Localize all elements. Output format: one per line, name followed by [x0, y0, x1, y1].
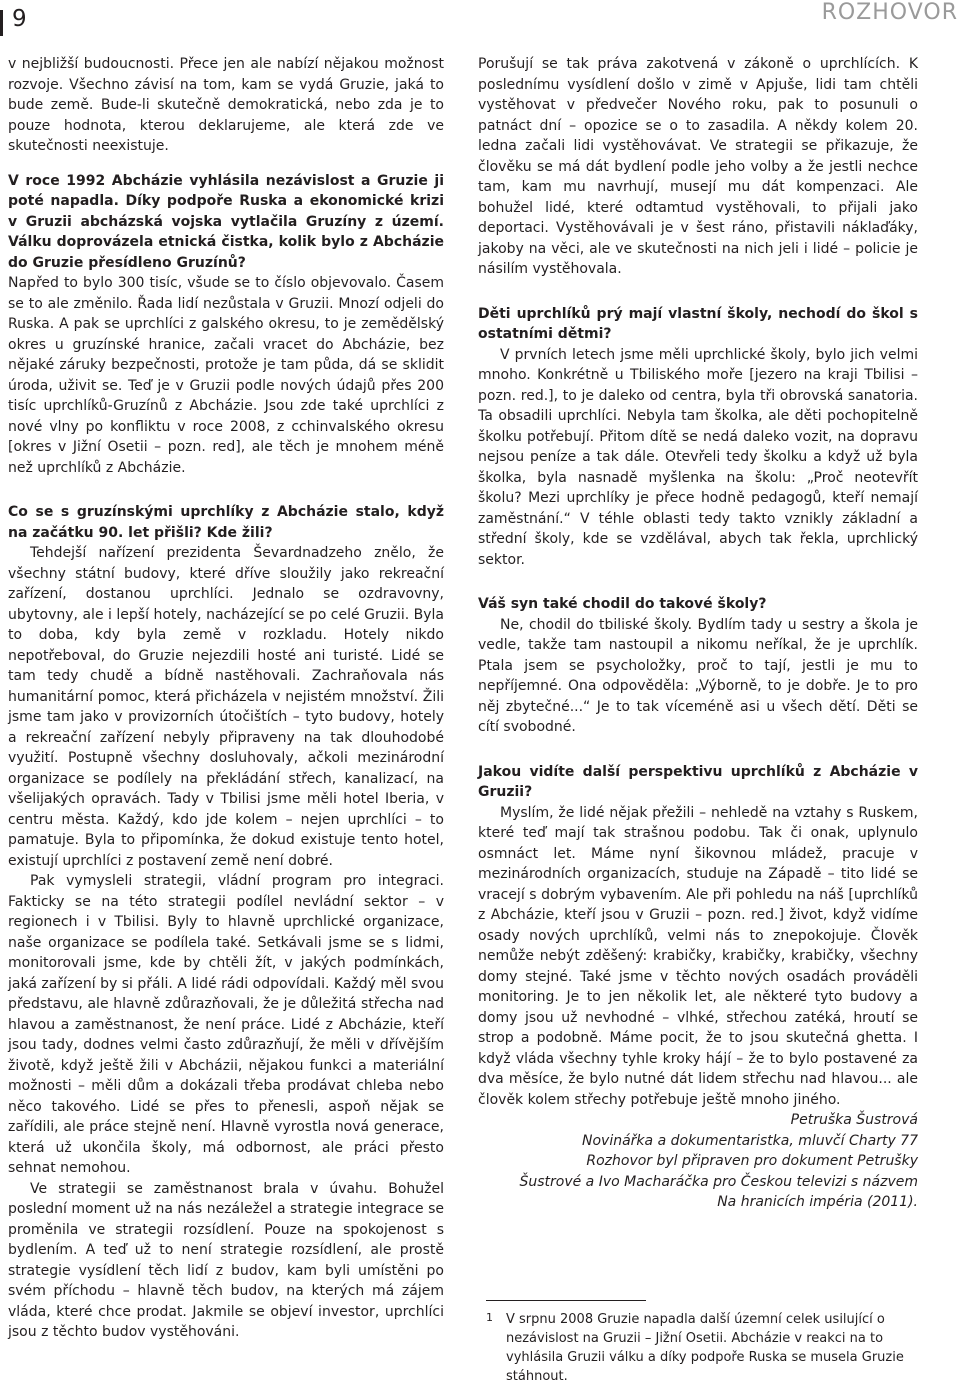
question-3: Děti uprchlíků prý mají vlastní školy, nechodí do škol s ostatními dětmi? — [478, 305, 918, 342]
page-number-bar — [0, 10, 3, 36]
right-column — [478, 54, 918, 1213]
question-5: Jakou vidíte další perspektivu uprchlíků z Abcházie v Gruzii? — [478, 763, 918, 800]
continuation-paragraph: Porušují se tak práva zakotvená v zákoně o uprchlících. K poslednímu vysídlení došlo v zimě v Apjuše, lidi tam chtěli vystěhovat v předvečer Nového roku, pak to posunuli o patnáct dní – opozice se o to zasadila. A někdy kolem 20. ledna začali lidi vystěhovávat. Ve strategii se přikazuje, že člověku se má dát bydlení podle jeho volby a že jestli nechce tam, kam mu navrhují, musejí mu dát kompenzaci. Ale bohužel lidé, které odtamtud vystěhovali, to přijali jako deportaci. Vystěhovávali je v šest ráno, přistavili náklaďáky, jakoby na věci, ale ve skutečnosti na nich jeli i lidé – policie je násilím vystěhovala. — [478, 56, 918, 277]
page-number: 9 — [12, 6, 27, 32]
note-line-3: Na hranicích impéria (2011). — [717, 1194, 918, 1210]
question-1: V roce 1992 Abcházie vyhlásila nezávislost a Gruzie ji poté napadla. Díky podpoře Ruska a ekonomické krizi v Gruzii abcházská vojska vytlačila Gruzíny z území. Válku doprovázela etnická čistka, kolik bylo z Abcházie do Gruzie přesídleno Gruzínů? — [8, 172, 444, 271]
signature-name: Petruška Šustrová — [790, 1112, 918, 1128]
answer-2c: Ve strategii se zaměstnanost brala v úvahu. Bohužel poslední moment už na nás nezáležel a strategie integrace se proměnila ve strategii rozsídlení. Pouze na spokojenost s bydlením. A teď už to není strategie rozsídlení, ale prostě strategie vysídlení těch lidí z budov, kam byli umístěni po svém příchodu – hlavně těch budov, na kterých má zájem vláda, které chce prodat. Jakmile se objeví investor, uprchlíci jsou z těchto budov vystěhováni. — [8, 1180, 444, 1340]
answer-5: Myslím, že lidé nějak přežili – nehledě na vztahy s Ruskem, které teď mají tak strašnou podobu. Tak či onak, uplynulo osmnáct let. Máme nyní šikovnou mládež, pracuje v mezinárodních organizacích, studuje na Západě – tito lidé se vracejí s dobrým vybavením. Ale při pohledu na náš [uprchlíků z Abcházie, kteří jsou v Gruzii – pozn. red.] život, když vidíme osady nových uprchlíků, velmi nás to znepokojuje. Člověk nemůže nebýt zděšený: krabičky, krabičky, krabičky, všechny domy stejné. Také jsme v těchto nových osadách prováděli monitoring. Je to jen několik let, ale některé tyto budovy a domy jsou už nevhodné – vlhké, střechou zatéká, hroutí se strop a podobně. Máme pocit, že to jsou skutečná ghetta. I když vláda všechny tyhle kroky hájí – že to bylo postavené za dva měsíce, že bylo nutné dát lidem střechu nad hlavou... ale člověk kolem střechy potřebuje ještě mnoho jiného. — [478, 804, 918, 1108]
note-line-2: Šustrové a Ivo Macharáčka pro Českou televizi s názvem — [519, 1173, 918, 1190]
signature-role: Novinářka a dokumentaristka, mluvčí Charty 77 — [582, 1132, 918, 1149]
footnote-mark: 1 — [486, 1311, 493, 1324]
left-column — [8, 54, 444, 1343]
footnote — [486, 1310, 916, 1386]
answer-4: Ne, chodil do tbiliské školy. Bydlím tady u sestry a škola je vedle, takže tam nastoupil a nikomu neříkal, že je uprchlík. Ptala jsem se psycholožky, proč to tají, jestli je mu to nepříjemné. Ona odpověděla: „Výborně, to je dobře. Je to pro něj zbytečné...“ Je to tak víceméně asi u všech dětí. Děti se cítí svobodné. — [478, 616, 918, 735]
intro-paragraph: v nejbližší budoucnosti. Přece jen ale nabízí nějakou možnost rozvoje. Všechno závisí na tom, kam se vydá Gruzie, jaká to bude země. Bude-li skutečně demokratická, nebo zda je to pouze hodnota, kterou deklarujeme, ale která zde ve skutečnosti neexistuje. — [8, 56, 444, 154]
question-4: Váš syn také chodil do takové školy? — [478, 596, 767, 612]
section-label: ROZHOVOR — [821, 0, 958, 25]
answer-1: Napřed to bylo 300 tisíc, všude se to číslo objevovalo. Časem se to ale změnilo. Řada lidí nezůstala v Gruzii. Mnozí odjeli do Ruska. A pak se uprchlíci z galského okresu, to je zemědělský okres u gruzínské hranice, začali vracet do Abcházie, bez nějaké záruky bezpečnosti, protože je tam půda, dá se sklidit úroda, uživit se. Teď je v Gruzii podle nových údajů přes 200 tisíc uprchlíků-Gruzínů z Abcházie. Jsou zde také uprchlíci z nové vlny po konfliktu v roce 2008, z cchinvalského okresu [okres v Jižní Osetii – pozn. red], ale těch je mnohem méně než uprchlíků z Abcházie. — [8, 275, 444, 476]
question-2: Co se s gruzínskými uprchlíky z Abcházie stalo, když na začátku 90. let přišli? Kde žili? — [8, 504, 444, 541]
answer-2a: Tehdejší nařízení prezidenta Ševardnadzeho znělo, že všechny státní budovy, které dříve sloužily jako rekreační zařízení, dostanou uprchlíci. Jednalo se ozdravovny, ubytovny, ale i lepší hotely, nacházející se po celé Gruzii. Byla to doba, kdy byla země v rozkladu. Hotely nikdo nepotřeboval, do Gruzie nejezdili hosté ani turisté. Lidé se tam tedy chudě a bídně nastěhovali. Zachraňovala nás humanitární pomoc, která přicházela v nejistém množství. Žili jsme tam jako v provizorních útočištích – tyto budovy, hotely a rekreační zařízení nebyly připraveny na tak dlouhodobé využití. Postupně všechny dosluhovaly, ačkoli mezinárodní organizace se podílely na překládání střech, kanalizací, na všelijakých opravách. Tady v Tbilisi jsme měli hotel Iberia, v centru města. Každý, kdo jde kolem – nejen uprchlíci – to pamatuje. Byla to připomínka, že dokud existuje tento hotel, existují uprchlíci z postavení země není dobré. — [8, 545, 444, 869]
answer-2b: Pak vymysleli strategii, vládní program pro integraci. Fakticky se na této strategii podílel nevládní sektor – v regionech i v Tbilisi. Byly to hlavně uprchlické organizace, naše organizace se podílela také. Setkávali jsme se s lidmi, monitorovali jsme, kde by chtěli žít, v jakých podmínkách, jaká zařízení by si přáli. A lidé rádi odpovídali. Každý měl svou představu, ale hlavně zdůrazňovali, že je důležitá střecha nad hlavou a zaměstnanost, že není práce. Lidé z Abcházie, kteří jsou tady, dodnes velmi často zdůrazňují, že měli v dřívějším životě, když ještě žili v Abcházii, nějakou funkci a materiální možnosti – měli dům a dokázali třeba prodávat chleba nebo něco takového. Lidé se přes to přenesli, aspoň nějak se zařídili, ale práce stejně není. Hlavně vyrostla nová generace, která už ukončila školy, má odbornost, ale práci přesto sehnat nemohou. — [8, 873, 444, 1176]
answer-3: V prvních letech jsme měli uprchlické školy, bylo jich velmi mnoho. Konkrétně u Tbiliského moře [jezero na kraji Tbilisi – pozn. red.], to je daleko od centra, byla tři obrovská sanatoria. Ta obsadili uprchlíci. Nebyla tam školka, ale děti pochopitelně školku potřebují. Přitom dítě se nedá daleko vozit, na dopravu nejsou peníze a tak dále. Otevřeli tedy školku a když už byla školka, byla nasnadě myšlenka na školu: „Proč neotevřít školu? Mezi uprchlíky je přece hodně pedagogů, kteří nemají zaměstnání.“ V téhle oblasti tedy takto vznikly základní a střední školy, kde se vzdělával, abych tak řekla, uprchlický sektor. — [478, 346, 918, 568]
note-line-1: Rozhovor byl připraven pro dokument Petrušky — [586, 1153, 918, 1169]
footnote-text: V srpnu 2008 Gruzie napadla další územní celek usilující o nezávislost na Gruzii – Jižní Osetii. Abcházie v reakci na to vyhlásila Gruzii válku a díky podpoře Ruska se musela Gruzie stáhnout. — [506, 1312, 904, 1384]
footnote-rule — [486, 1300, 646, 1301]
